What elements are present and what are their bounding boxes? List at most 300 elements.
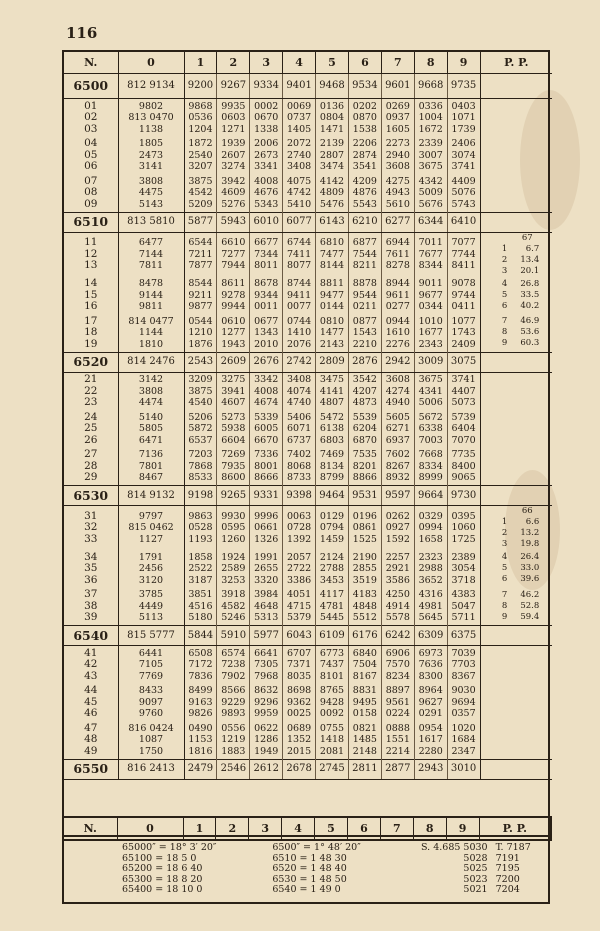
mantissa-value: 2280 (418, 745, 443, 757)
mantissa-value: 1271 (221, 123, 246, 135)
footnote-cell: 7204 (495, 884, 520, 895)
mantissa-7 (381, 137, 414, 175)
row-number: 36 (84, 573, 98, 586)
mantissa-value: 0994 (418, 522, 443, 534)
page-number: 116 (66, 24, 98, 42)
mantissa-value: 3120 (138, 574, 164, 586)
mantissa-2 (217, 137, 250, 175)
mantissa-6 (348, 646, 381, 684)
mantissa-value: 6574 (221, 647, 246, 659)
mantissa-value: 9863 (188, 510, 213, 522)
mantissa-value: 0689 (287, 722, 312, 734)
mantissa-value: 0622 (254, 722, 279, 734)
mantissa-4 (283, 448, 316, 486)
mantissa-value: 5672 (418, 411, 443, 423)
mantissa-value: 7477 (319, 248, 345, 260)
mantissa-value: 1551 (385, 734, 410, 745)
mantissa-value: 3918 (221, 589, 246, 600)
mantissa-value: 813 0470 (128, 112, 174, 123)
mantissa-value: 8932 (385, 472, 410, 483)
mantissa-value: 8964 (418, 685, 443, 696)
pp-digit: 4 (501, 552, 508, 563)
row-number: 27 (84, 448, 98, 460)
pp-cell (480, 352, 552, 372)
mantissa-value: 6271 (385, 423, 410, 434)
mantissa-9: 6410 (447, 212, 480, 232)
major-row (64, 486, 552, 506)
table-header-row (64, 52, 552, 74)
pp-cell (480, 99, 552, 137)
mantissa-7 (381, 99, 414, 137)
mantissa-value: 5605 (385, 411, 410, 423)
mantissa-value: 5113 (138, 612, 164, 623)
mantissa-value: 0556 (221, 722, 246, 734)
pp-line (481, 266, 553, 277)
row-number: 23 (84, 396, 98, 408)
mantissa-value: 4209 (352, 175, 377, 187)
mantissa-value: 4607 (221, 397, 246, 408)
mantissa-value: 815 0462 (128, 522, 174, 534)
row-number: 11 (84, 236, 98, 249)
mantissa-6: 2811 (348, 759, 381, 779)
mantissa-0: 813 5810 (118, 212, 184, 232)
pp-value: 6.7 (525, 243, 540, 254)
mantissa-value: 0077 (287, 301, 312, 312)
mantissa-value: 6840 (352, 647, 377, 659)
mantissa-value: 1020 (451, 722, 476, 734)
mantissa-value: 3541 (352, 161, 377, 172)
mantissa-value: 4074 (287, 385, 312, 397)
mantissa-value: 816 0424 (128, 722, 174, 734)
mantissa-value: 5711 (451, 612, 476, 623)
mantissa-value: 7172 (188, 659, 213, 670)
mantissa-2: 5943 (217, 212, 250, 232)
mantissa-4 (283, 314, 316, 352)
mantissa-value: 0954 (418, 722, 443, 734)
mantissa-value: 1343 (254, 327, 279, 338)
pp-cell (480, 410, 552, 448)
mantissa-4 (283, 588, 316, 626)
pp-line (481, 316, 553, 327)
mantissa-value: 7105 (138, 659, 164, 670)
mantissa-value: 1816 (188, 745, 213, 757)
mantissa-value: 1743 (451, 327, 476, 338)
mantissa-value: 3785 (138, 589, 164, 600)
mantissa-value: 8544 (188, 278, 213, 289)
mantissa-value: 9744 (451, 289, 476, 301)
pp-cell (480, 759, 552, 779)
mantissa-2 (217, 410, 250, 448)
mantissa-value: 8400 (451, 460, 476, 472)
mantissa-value: 4848 (352, 600, 377, 612)
mantissa-value: 8201 (352, 460, 377, 472)
mantissa-value: 5206 (188, 411, 213, 423)
row-number: 26 (84, 433, 98, 446)
row-group (64, 588, 552, 626)
pp-value: 33.5 (520, 289, 540, 300)
mantissa-0 (118, 448, 184, 486)
header-digit-0: 0 (117, 817, 183, 840)
mantissa-value: 1338 (254, 123, 279, 135)
mantissa-value: 1805 (138, 138, 164, 149)
mantissa-value: 0544 (188, 315, 213, 327)
mantissa-value: 7902 (221, 670, 246, 682)
mantissa-value: 8811 (319, 278, 345, 289)
mantissa-value: 5410 (287, 198, 312, 210)
mantissa-value: 4183 (352, 589, 377, 600)
row-group (64, 506, 552, 551)
mantissa-value: 9627 (418, 696, 443, 708)
mantissa-value: 7469 (319, 449, 345, 460)
mantissa-value: 1418 (319, 734, 345, 745)
row-group (64, 410, 552, 448)
mantissa-value: 6071 (287, 423, 312, 434)
mantissa-value: 1060 (451, 522, 476, 534)
mantissa-1 (184, 372, 217, 410)
pp-value: 52.8 (520, 600, 540, 611)
mantissa-7: 9597 (381, 486, 414, 506)
mantissa-4 (283, 277, 316, 315)
mantissa-value: 5512 (352, 612, 377, 623)
mantissa-value: 1459 (319, 533, 345, 545)
major-row (64, 626, 552, 646)
mantissa-value: 0211 (352, 301, 377, 312)
mantissa-value: 8944 (385, 278, 410, 289)
mantissa-value: 1219 (221, 734, 246, 745)
mantissa-value: 2323 (418, 551, 443, 563)
pp-cell (480, 721, 552, 759)
pp-cell (480, 174, 552, 212)
mantissa-value: 6773 (319, 647, 345, 659)
mantissa-value: 0677 (254, 315, 279, 327)
major-row (64, 212, 552, 232)
pp-cell (480, 448, 552, 486)
header-digit-2: 2 (217, 52, 250, 74)
mantissa-0 (118, 588, 184, 626)
mantissa-value: 8134 (319, 460, 345, 472)
row-number: 6550 (64, 759, 118, 779)
mantissa-value: 1471 (319, 123, 345, 135)
mantissa-1 (184, 684, 217, 722)
mantissa-3 (250, 137, 283, 175)
mantissa-value: 2921 (385, 563, 410, 574)
mantissa-value: 9211 (188, 289, 213, 301)
row-group (64, 232, 552, 277)
mantissa-value: 0011 (254, 301, 279, 312)
mantissa-0 (118, 410, 184, 448)
mantissa-value: 7677 (418, 248, 443, 260)
mantissa-value: 4051 (287, 589, 312, 600)
pp-value: 53.6 (520, 327, 540, 338)
mantissa-2 (217, 232, 250, 277)
mantissa-5 (316, 410, 349, 448)
mantissa-value: 0395 (451, 510, 476, 522)
mantissa-0 (118, 174, 184, 212)
mantissa-value: 8600 (221, 472, 246, 483)
mantissa-value: 7735 (451, 449, 476, 460)
mantissa-4: 6077 (283, 212, 316, 232)
footnote-cell: 65200 = 18 6 40 (122, 863, 203, 874)
mantissa-1: 9198 (184, 486, 217, 506)
mantissa-value: 1858 (188, 551, 213, 563)
mantissa-value: 2607 (221, 149, 246, 161)
mantissa-0 (118, 314, 184, 352)
mantissa-value: 0277 (385, 301, 410, 312)
mantissa-2 (217, 550, 250, 588)
mantissa-4 (283, 646, 316, 684)
mantissa-value: 7371 (287, 659, 312, 670)
mantissa-value: 9760 (138, 708, 164, 719)
row-numbers (64, 684, 118, 722)
mantissa-value: 2522 (188, 563, 213, 574)
row-number: 6500 (64, 74, 118, 99)
mantissa-value: 2456 (138, 563, 164, 574)
mantissa-value: 1286 (254, 734, 279, 745)
header-digit-9: 9 (446, 817, 479, 840)
row-group (64, 448, 552, 486)
mantissa-value: 3519 (352, 574, 377, 586)
pp-digit: 8 (501, 600, 508, 611)
mantissa-value: 2339 (418, 138, 443, 149)
mantissa-value: 1876 (188, 338, 213, 350)
footnote-cell: 7195 (495, 863, 520, 874)
mantissa-value: 4742 (287, 187, 312, 198)
mantissa-value: 8077 (287, 260, 312, 272)
mantissa-7 (381, 550, 414, 588)
mantissa-9 (447, 137, 480, 175)
row-number: 48 (84, 733, 98, 745)
row-numbers (64, 721, 118, 759)
mantissa-value: 0944 (385, 315, 410, 327)
mantissa-9 (447, 646, 480, 684)
mantissa-value: 2589 (221, 563, 246, 574)
mantissa-value: 0744 (287, 315, 312, 327)
mantissa-9 (447, 721, 480, 759)
mantissa-value: 0344 (418, 301, 443, 312)
mantissa-value: 9344 (254, 289, 279, 301)
row-number: 13 (84, 259, 98, 272)
pp-value: 46.9 (520, 316, 540, 327)
header-digit-3: 3 (250, 52, 283, 74)
mantissa-3 (250, 372, 283, 410)
mantissa-7 (381, 506, 414, 551)
mantissa-value: 4648 (254, 600, 279, 612)
mantissa-value: 0603 (221, 112, 246, 123)
mantissa-value: 7602 (385, 449, 410, 460)
mantissa-value: 2409 (451, 338, 476, 350)
mantissa-value: 8334 (418, 460, 443, 472)
mantissa-value: 4475 (138, 187, 164, 198)
mantissa-value: 1138 (138, 123, 164, 135)
mantissa-value: 6338 (418, 423, 443, 434)
mantissa-3 (250, 277, 283, 315)
mantissa-value: 1326 (254, 533, 279, 545)
pp-digit: 1 (501, 243, 508, 254)
pp-cell (480, 588, 552, 626)
mantissa-1: 5844 (184, 626, 217, 646)
mantissa-value: 3207 (188, 161, 213, 172)
mantissa-value: 7238 (221, 659, 246, 670)
pp-digit: 8 (501, 327, 508, 338)
mantissa-value: 8611 (221, 278, 246, 289)
mantissa-value: 1949 (254, 745, 279, 757)
mantissa-0 (118, 137, 184, 175)
mantissa-6 (348, 684, 381, 722)
mantissa-value: 6870 (352, 434, 377, 446)
mantissa-value: 2139 (319, 138, 345, 149)
mantissa-value: 9078 (451, 278, 476, 289)
mantissa-value: 8765 (319, 685, 345, 696)
mantissa-value: 3741 (451, 374, 476, 385)
pp-difference: 66 (521, 506, 533, 516)
footnote-cell: 6540 = 1 49 0 (272, 884, 341, 895)
mantissa-9: 9735 (447, 74, 480, 99)
mantissa-8: 9664 (414, 486, 447, 506)
mantissa-value: 0888 (385, 722, 410, 734)
mantissa-value: 1991 (254, 551, 279, 563)
mantissa-value: 1405 (287, 123, 312, 135)
mantissa-value: 1277 (221, 327, 246, 338)
footnote-cell: 6500″ = 1° 48′ 20″ (272, 842, 361, 853)
mantissa-8 (414, 99, 447, 137)
header-digit-8: 8 (413, 817, 446, 840)
mantissa-value: 5445 (319, 612, 345, 623)
mantissa-value: 8666 (254, 472, 279, 483)
mantissa-value: 2273 (385, 138, 410, 149)
mantissa-value: 3453 (319, 574, 345, 586)
mantissa-value: 1538 (352, 123, 377, 135)
mantissa-2 (217, 314, 250, 352)
mantissa-value: 6737 (287, 434, 312, 446)
mantissa-value: 7836 (188, 670, 213, 682)
mantissa-8 (414, 277, 447, 315)
footnote-cell: 5023 (463, 873, 488, 885)
mantissa-value: 4807 (319, 397, 345, 408)
mantissa-9 (447, 277, 480, 315)
footnote-cell: 65100 = 18 5 0 (122, 852, 197, 864)
mantissa-value: 8698 (287, 685, 312, 696)
mantissa-9 (447, 410, 480, 448)
mantissa-8 (414, 684, 447, 722)
mantissa-value: 2057 (287, 551, 312, 563)
mantissa-value: 7277 (221, 248, 246, 260)
mantissa-value: 9893 (221, 708, 246, 719)
mantissa-2: 9265 (217, 486, 250, 506)
mantissa-5: 2745 (316, 759, 349, 779)
mantissa-value: 2874 (352, 149, 377, 161)
pp-cell (480, 212, 552, 232)
mantissa-value: 1260 (221, 533, 246, 545)
mantissa-value: 4516 (188, 600, 213, 612)
mantissa-8 (414, 174, 447, 212)
mantissa-value: 5645 (418, 612, 443, 623)
row-number: 03 (84, 122, 98, 135)
mantissa-6 (348, 137, 381, 175)
mantissa-value: 3341 (254, 161, 279, 172)
mantissa-value: 6877 (352, 237, 377, 249)
mantissa-7: 2877 (381, 759, 414, 779)
mantissa-5: 6109 (316, 626, 349, 646)
mantissa-8 (414, 137, 447, 175)
footnote-cell: S. 4.685 5030 (421, 842, 488, 853)
header-n: N. (64, 52, 118, 74)
mantissa-value: 3652 (418, 574, 443, 586)
mantissa-9 (447, 232, 480, 277)
mantissa-9 (447, 684, 480, 722)
pp-digit: 3 (501, 265, 508, 276)
mantissa-value: 9611 (385, 289, 410, 301)
footnote-line (64, 843, 548, 854)
mantissa-value: 1739 (451, 123, 476, 135)
mantissa-4 (283, 550, 316, 588)
row-number: 6510 (64, 212, 118, 232)
mantissa-2 (217, 372, 250, 410)
mantissa-value: 2124 (319, 551, 345, 563)
mantissa-3: 2676 (250, 352, 283, 372)
mantissa-value: 5246 (221, 612, 246, 623)
mantissa-value: 3342 (254, 374, 279, 385)
mantissa-8 (414, 588, 447, 626)
pp-digit: 7 (501, 589, 508, 600)
mantissa-value: 4674 (254, 397, 279, 408)
row-number: 09 (84, 197, 98, 210)
mantissa-value: 4008 (254, 385, 279, 397)
row-group (64, 277, 552, 315)
mantissa-value: 3851 (188, 589, 213, 600)
mantissa-7: 6277 (381, 212, 414, 232)
mantissa-3 (250, 448, 283, 486)
mantissa-value: 4407 (451, 385, 476, 397)
pp-cell (480, 74, 552, 99)
mantissa-value: 4474 (138, 397, 164, 408)
mantissa-value: 0595 (221, 522, 246, 534)
pp-value: 26.4 (520, 552, 540, 563)
mantissa-value: 9495 (352, 696, 377, 708)
pp-digit: 2 (501, 528, 508, 538)
mantissa-value: 6477 (138, 237, 164, 249)
header-digit-6: 6 (347, 817, 380, 840)
pp-line (481, 279, 553, 290)
row-number: 6540 (64, 626, 118, 646)
mantissa-value: 6641 (254, 647, 279, 659)
mantissa-value: 8566 (221, 685, 246, 696)
mantissa-value: 7144 (138, 248, 164, 260)
mantissa-2 (217, 174, 250, 212)
mantissa-value: 1077 (451, 315, 476, 327)
mantissa-value: 1658 (418, 533, 443, 545)
row-number: 31 (84, 509, 98, 522)
mantissa-0 (118, 550, 184, 588)
mantissa-1 (184, 314, 217, 352)
mantissa-value: 1543 (352, 327, 377, 338)
mantissa-value: 6944 (385, 237, 410, 249)
mantissa-value: 9362 (287, 696, 312, 708)
mantissa-value: 2540 (188, 149, 213, 161)
mantissa-3: 5977 (250, 626, 283, 646)
mantissa-7 (381, 684, 414, 722)
mantissa-3: 6010 (250, 212, 283, 232)
mantissa-3 (250, 174, 283, 212)
mantissa-value: 0002 (254, 100, 279, 112)
mantissa-value: 3007 (418, 149, 443, 161)
mantissa-value: 4274 (385, 385, 410, 397)
mantissa-value: 0357 (451, 708, 476, 719)
mantissa-value: 1610 (385, 327, 410, 338)
row-number: 22 (84, 384, 98, 397)
mantissa-4 (283, 232, 316, 277)
mantissa-value: 8344 (418, 260, 443, 272)
row-numbers (64, 646, 118, 684)
